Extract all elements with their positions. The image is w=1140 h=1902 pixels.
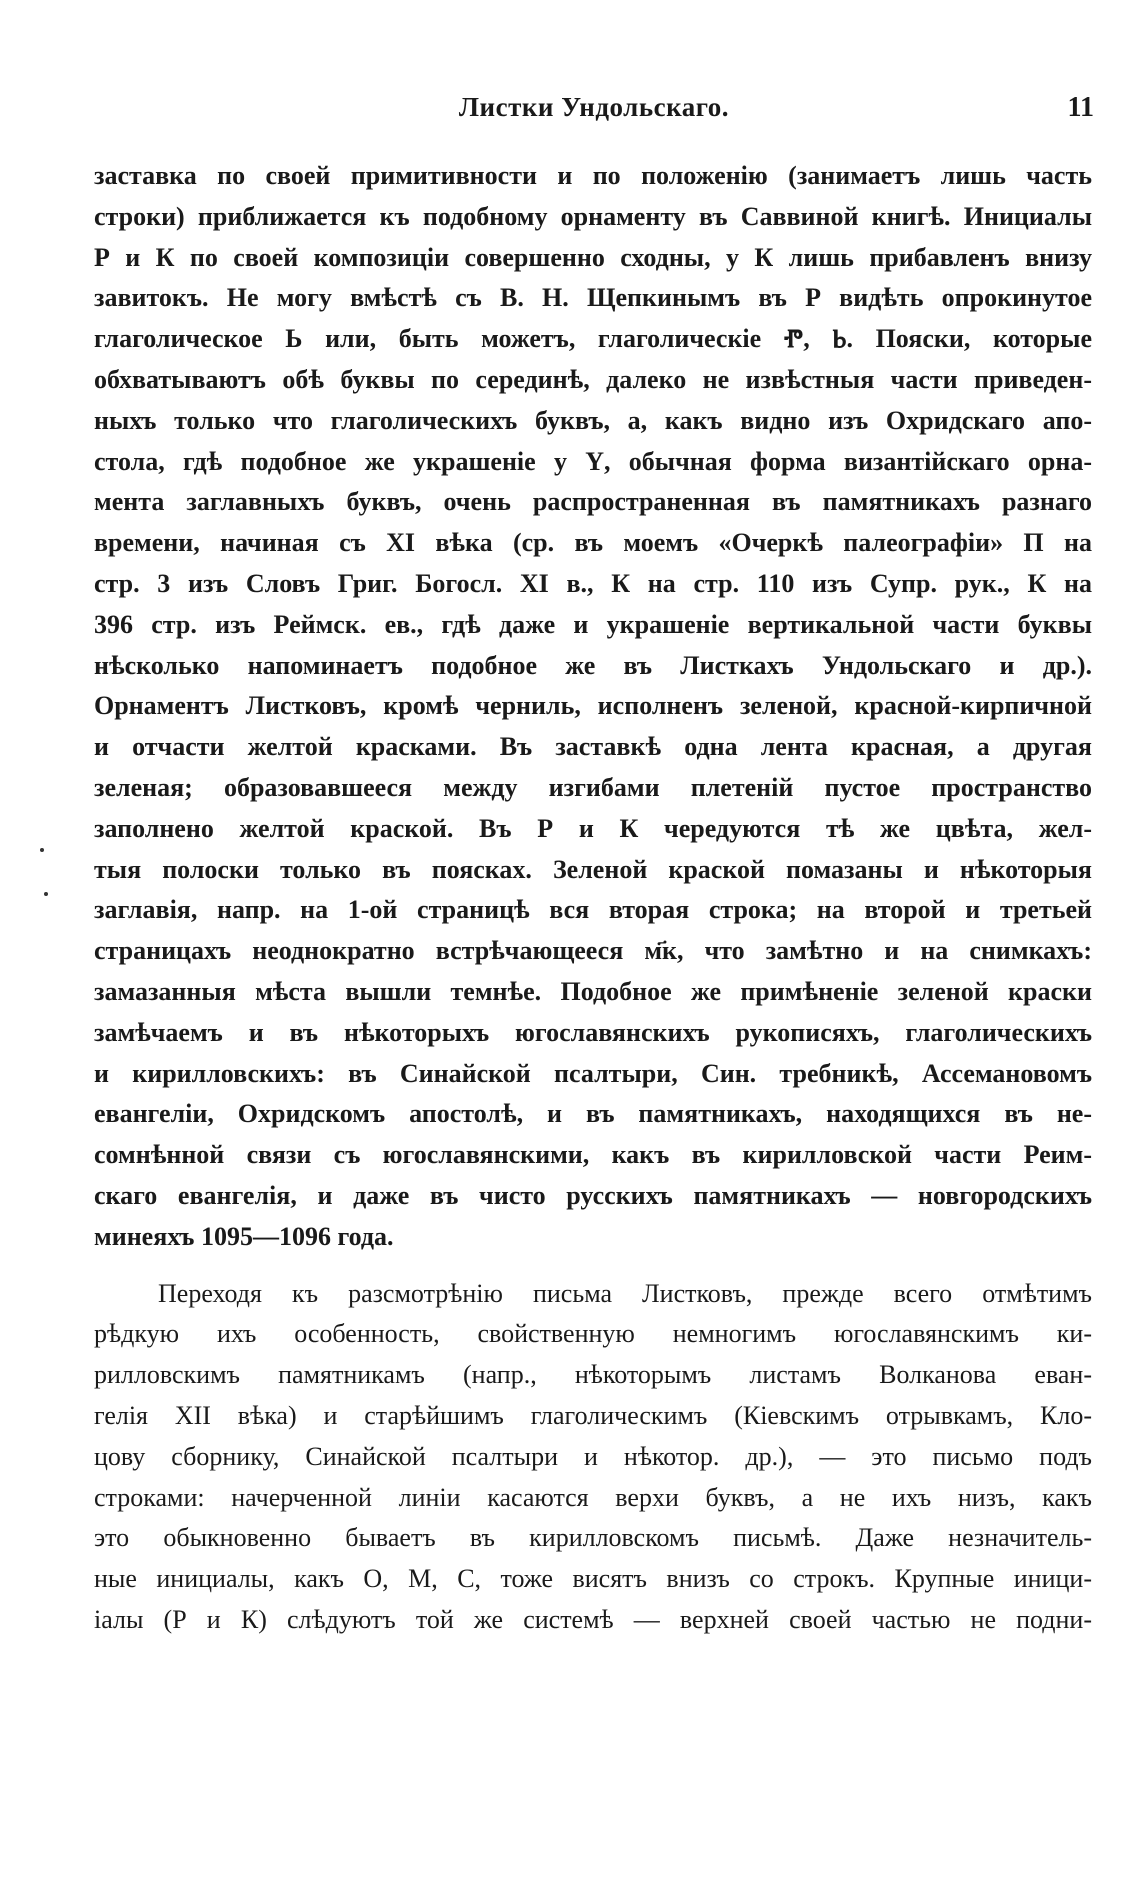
text-line: обхватываютъ обѣ буквы по серединѣ, далеко не извѣстныя части приведен-	[94, 364, 1092, 394]
text-line: строками: начерченной линіи касаются верхи буквъ, а не ихъ низъ, какъ	[94, 1482, 1092, 1512]
text-line: завитокъ. Не могу вмѣстѣ съ В. Н. Щепкинымъ въ Р видѣть опрокинутое	[94, 283, 1092, 313]
paragraph-gap	[94, 1258, 1092, 1274]
text-line: 396 стр. изъ Реймск. ев., гдѣ даже и украшеніе вертикальной части буквы	[94, 609, 1092, 639]
text-line: минеяхъ 1095—1096 года.	[94, 1221, 394, 1251]
text-line: заставка по своей примитивности и по положенію (занимаетъ лишь часть	[94, 161, 1092, 190]
body-text	[94, 156, 1092, 1641]
margin-dot	[44, 892, 48, 896]
paragraph-2	[94, 1274, 1092, 1641]
text-line: тыя полоски только въ поясках. Зеленой краской помазаны и нѣкоторыя	[94, 854, 1092, 884]
text-line: рилловскимъ памятникамъ (напр., нѣкоторымъ листамъ Волканова еван-	[94, 1360, 1092, 1390]
text-line: рѣдкую ихъ особенность, свойственную немногимъ югославянскимъ ки-	[94, 1319, 1092, 1349]
text-line: гелія XII вѣка) и старѣйшимъ глаголическимъ (Кіевскимъ отрывкамъ, Кло-	[94, 1400, 1092, 1430]
text-line: Орнаментъ Листковъ, кромѣ черниль, исполненъ зеленой, красной-кирпичной	[94, 691, 1092, 721]
text-line: стола, гдѣ подобное же украшеніе у Ү, обычная форма византійскаго орна-	[94, 446, 1092, 476]
text-line: евангеліи, Охридскомъ апостолѣ, и въ памятникахъ, находящихся въ не-	[94, 1099, 1092, 1129]
text-line: Р и К по своей композиціи совершенно сходны, у К лишь прибавленъ внизу	[94, 242, 1092, 272]
text-line: замѣчаемъ и въ нѣкоторыхъ югославянскихъ рукописяхъ, глаголическихъ	[94, 1017, 1092, 1047]
margin-dot	[40, 848, 44, 852]
text-line: и отчасти желтой красками. Въ заставкѣ одна лента красная, а другая	[94, 732, 1092, 762]
text-line: это обыкновенно бываетъ въ кирилловскомъ письмѣ. Даже незначитель-	[94, 1523, 1092, 1553]
text-line: Переходя къ разсмотрѣнію письма Листковъ, прежде всего отмѣтимъ	[158, 1278, 1092, 1308]
text-line: замазанныя мѣста вышли темнѣе. Подобное же примѣненіе зеленой краски	[94, 976, 1092, 1006]
text-line: ныхъ только что глаголическихъ буквъ, а, какъ видно изъ Охридскаго апо-	[94, 405, 1092, 435]
text-line: скаго евангелія, и даже въ чисто русскихъ памятникахъ — новгородскихъ	[94, 1180, 1092, 1210]
text-line: нѣсколько напоминаетъ подобное же въ Листкахъ Ундольскаго и др.).	[94, 650, 1092, 680]
paragraph-1	[94, 156, 1092, 1258]
text-line: и кирилловскихъ: въ Синайской псалтыри, Син. требникѣ, Ассемановомъ	[94, 1058, 1092, 1088]
running-title: Листки Ундольскаго.	[458, 92, 730, 122]
text-line: заполнено желтой краской. Въ Р и К чередуются тѣ же цвѣта, жел-	[94, 813, 1092, 843]
text-line: сомнѣнной связи съ югославянскими, какъ въ кирилловской части Реим-	[94, 1140, 1092, 1170]
running-head	[94, 92, 1094, 132]
text-line: іалы (Р и К) слѣдуютъ той же системѣ — верхней своей частью не подни-	[94, 1604, 1092, 1634]
text-line: мента заглавныхъ буквъ, очень распространенная въ памятникахъ разнаго	[94, 487, 1092, 517]
text-line: ные инициалы, какъ О, М, С, тоже висятъ внизъ со строкъ. Крупные иници-	[94, 1564, 1092, 1594]
text-line: стр. 3 изъ Словъ Григ. Богосл. XI в., К на стр. 110 изъ Супр. рук., К на	[94, 568, 1092, 598]
text-line: страницахъ неоднократно встрѣчающееся м҃к, что замѣтно и на снимкахъ:	[94, 936, 1092, 966]
text-line: цову сборнику, Синайской псалтыри и нѣкотор. др.), — это письмо подъ	[94, 1441, 1092, 1471]
text-line: глаголическое Ь или, быть можетъ, глаголическіе Ⱂ, Ⱃ. Пояски, которые	[94, 324, 1092, 354]
text-line: времени, начиная съ XI вѣка (ср. въ моемъ «Очеркѣ палеографіи» П на	[94, 528, 1092, 558]
page-number: 11	[1067, 92, 1094, 123]
text-line: строки) приближается къ подобному орнаменту въ Саввиной книгѣ. Инициалы	[94, 201, 1092, 231]
text-line: зеленая; образовавшееся между изгибами плетеній пустое пространство	[94, 772, 1092, 802]
text-line: заглавія, напр. на 1-ой страницѣ вся вторая строка; на второй и третьей	[94, 895, 1092, 925]
